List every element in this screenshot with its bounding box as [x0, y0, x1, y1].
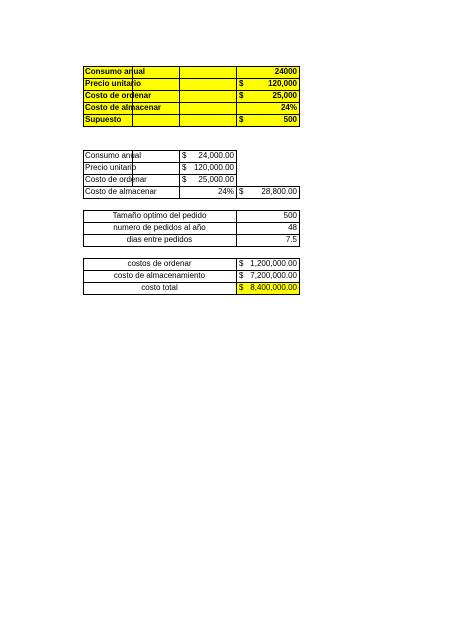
grid-line [83, 174, 236, 175]
input-value: 120,000 [268, 79, 297, 88]
grid-line [83, 78, 299, 79]
grid-line [83, 234, 299, 235]
calc-extra-value: 28,800.00 [261, 187, 297, 196]
input-label: Precio unitario [85, 79, 142, 88]
grid-line [83, 294, 299, 295]
calc-value: 24,000.00 [198, 151, 234, 160]
currency-symbol: $ [239, 79, 244, 88]
calc-label: Costo de ordenar [85, 175, 147, 184]
order-label: Tamaño optimo del pedido [112, 211, 207, 220]
input-row-almacenar [83, 102, 299, 114]
currency-symbol: $ [239, 91, 244, 100]
grid-line [83, 102, 299, 103]
grid-line [236, 258, 237, 295]
grid-line [83, 150, 84, 199]
grid-line [83, 150, 236, 151]
calc-label: Consumo anual [85, 151, 142, 160]
cost-table [83, 258, 299, 295]
currency-symbol: $ [239, 271, 244, 280]
grid-line [83, 198, 299, 199]
order-label: numero de pedidos al año [113, 223, 206, 232]
order-value: 48 [288, 223, 297, 232]
order-value: 7.5 [285, 235, 297, 244]
currency-symbol: $ [239, 283, 244, 292]
grid-line [83, 186, 299, 187]
cost-row-ordenar [83, 258, 299, 270]
grid-line [83, 114, 299, 115]
calc-row-ordenar [83, 174, 299, 186]
input-row-supuesto [83, 114, 299, 126]
grid-line [236, 150, 237, 199]
grid-line [83, 210, 84, 247]
grid-line [236, 66, 237, 127]
input-table [83, 66, 299, 127]
grid-line [83, 258, 299, 259]
grid-line [299, 66, 300, 127]
grid-line [83, 222, 299, 223]
input-value: 24% [280, 103, 297, 112]
grid-line [83, 66, 84, 127]
currency-symbol: $ [239, 259, 244, 268]
input-label: Supuesto [85, 115, 122, 124]
grid-line [132, 150, 133, 186]
currency-symbol: $ [182, 163, 187, 172]
cost-label: costo total [141, 283, 178, 292]
grid-line [83, 282, 299, 283]
input-label: Costo de almacenar [85, 103, 162, 112]
order-row-numero [83, 222, 299, 234]
order-table [83, 210, 299, 247]
currency-symbol: $ [239, 115, 244, 124]
input-value: 500 [283, 115, 297, 124]
grid-line [83, 162, 236, 163]
calc-table [83, 150, 299, 199]
grid-line [299, 258, 300, 295]
calc-row-consumo [83, 150, 299, 162]
calc-label: Precio unitario [85, 163, 137, 172]
grid-line [83, 90, 299, 91]
calc-value: 24% [217, 187, 234, 196]
input-label: Costo de ordenar [85, 91, 152, 100]
grid-line [83, 126, 299, 127]
cost-label: costo de almacenamiento [113, 271, 206, 280]
grid-line [83, 270, 299, 271]
grid-line [83, 258, 84, 295]
cost-value: 1,200,000.00 [250, 259, 297, 268]
input-value: 25,000 [272, 91, 297, 100]
grid-line [299, 210, 300, 247]
calc-row-almacenar [83, 186, 299, 198]
grid-line [236, 210, 237, 247]
cost-label: costos de ordenar [127, 259, 192, 268]
grid-line [83, 66, 299, 67]
cost-value: 8,400,000.00 [250, 283, 297, 292]
order-label: dias entre pedidos [126, 235, 193, 244]
order-row-tamano [83, 210, 299, 222]
grid-line [132, 66, 133, 127]
currency-symbol: $ [239, 187, 244, 196]
order-row-dias [83, 234, 299, 246]
currency-symbol: $ [182, 151, 187, 160]
calc-value: 120,000.00 [193, 163, 234, 172]
input-row-precio [83, 78, 299, 90]
input-label: Consumo anual [85, 67, 146, 76]
cost-row-almacenamiento [83, 270, 299, 282]
grid-line [179, 66, 180, 127]
input-value: 24000 [274, 67, 297, 76]
calc-row-precio [83, 162, 299, 174]
currency-symbol: $ [182, 175, 187, 184]
order-value: 500 [283, 211, 297, 220]
cost-value: 7,200,000.00 [250, 271, 297, 280]
input-row-ordenar [83, 90, 299, 102]
grid-line [299, 186, 300, 199]
grid-line [83, 210, 299, 211]
grid-line [179, 150, 180, 199]
calc-value: 25,000.00 [198, 175, 234, 184]
input-row-consumo [83, 66, 299, 78]
grid-line [83, 246, 299, 247]
cost-row-total [83, 282, 299, 294]
calc-label: Costo de almacenar [85, 187, 157, 196]
